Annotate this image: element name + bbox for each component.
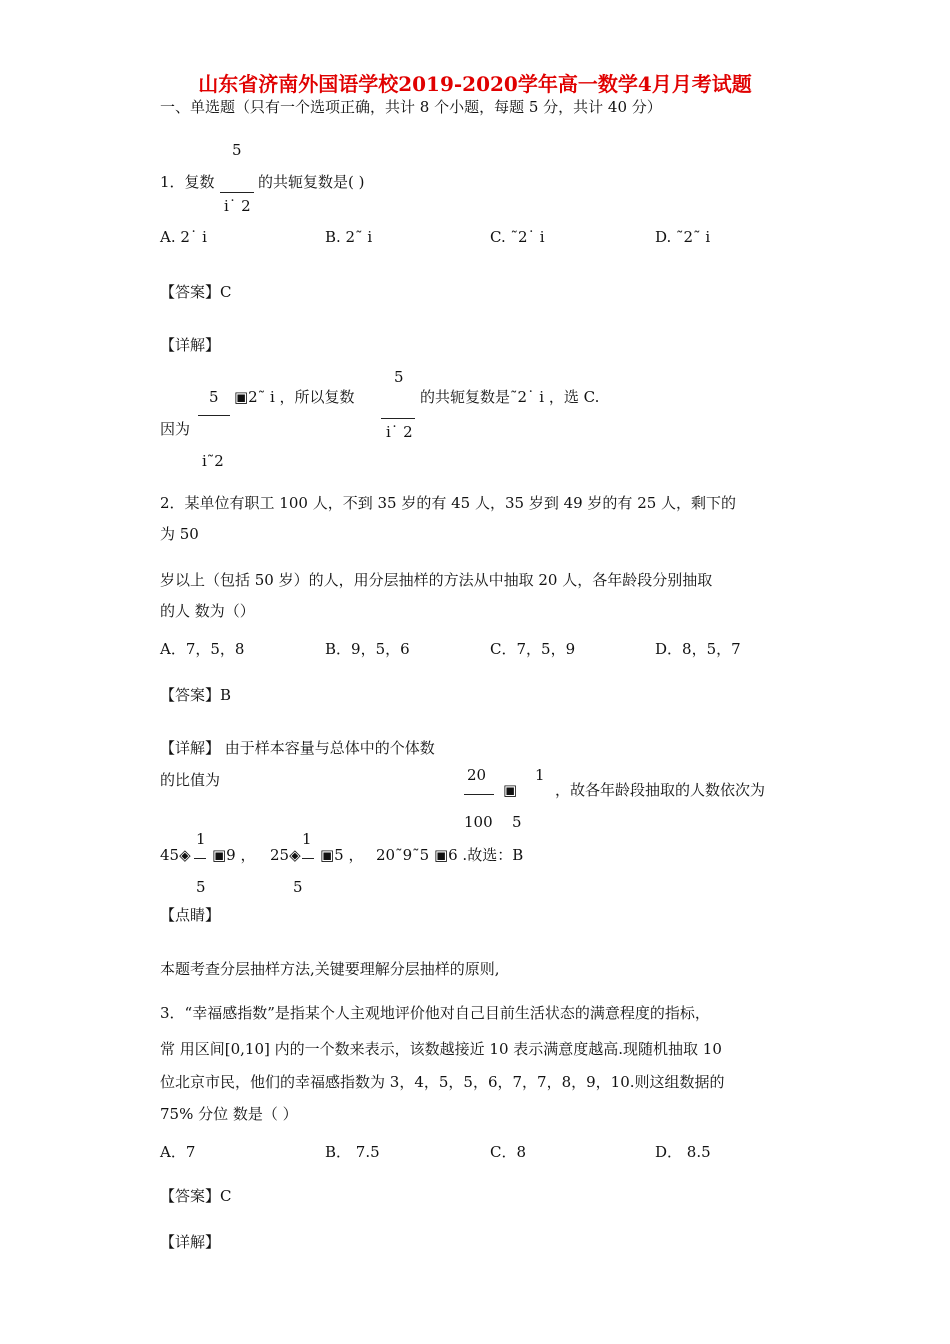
q1-stem-right: 的共轭复数是( ) — [258, 173, 365, 191]
q2-detail: 【详解】 由于样本容量与总体中的个体数 — [160, 739, 435, 757]
q1-exp-denominator-2: i˙ 2 — [386, 423, 413, 441]
q2-calc2-one: 1 — [302, 830, 312, 848]
q2-option-b: B．9，5，6 — [325, 640, 410, 658]
q2-ratio-label: 的比值为 — [160, 771, 221, 789]
q2-answer: 【答案】B — [160, 686, 232, 704]
q2-option-c: C．7，5，9 — [490, 640, 576, 658]
q2-line-3: 岁以上（包括 50 岁）的人，用分层抽样的方法从中抽取 20 人，各年龄段分别抽取 — [160, 571, 713, 589]
q3-option-c: C．8 — [490, 1143, 527, 1161]
q2-line-2: 为 50 — [160, 525, 199, 543]
q1-exp-bar-1 — [198, 415, 230, 416]
q3-line-4: 75% 分位 数是（ ） — [160, 1105, 298, 1123]
q1-option-b: B. 2˜ i — [325, 228, 373, 246]
q1-exp-denominator-1: i˜2 — [202, 452, 224, 470]
q2-calc1-right: ▣9 ， — [212, 846, 256, 864]
q2-calc2-denominator: 5 — [293, 878, 303, 896]
q3-answer: 【答案】C — [160, 1187, 232, 1205]
q2-ratio-denominator-2: 5 — [512, 813, 522, 831]
q3-option-d: D． 8.5 — [655, 1143, 711, 1161]
q2-calc2-left: 25◈ — [270, 846, 301, 864]
q1-fraction-numerator: 5 — [232, 141, 242, 159]
q3-option-b: B． 7.5 — [325, 1143, 380, 1161]
q3-line-1: 3．“幸福感指数”是指某个人主观地评价他对自己目前生活状态的满意程度的指标， — [160, 1004, 710, 1022]
q1-option-a: A. 2˙ i — [160, 228, 207, 246]
q2-ratio-numerator: 20 — [467, 766, 487, 784]
q1-option-d: D. ˜2˜ i — [655, 228, 711, 246]
q3-option-a: A．7 — [160, 1143, 196, 1161]
q2-calc1-bar — [194, 858, 206, 859]
document-title: 山东省济南外国语学校2019-2020学年高一数学4月月考试题 — [198, 72, 752, 96]
q1-exp-bar-2 — [381, 418, 415, 419]
q1-stem-left: 1．复数 — [160, 173, 215, 191]
q2-line-4: 的人 数为（） — [160, 602, 255, 620]
q1-exp-numerator-1: 5 — [209, 388, 219, 406]
q1-exp-middle: ▣2˜ i ，所以复数 — [234, 388, 355, 406]
q2-calc2-bar — [302, 858, 314, 859]
q1-option-c: C. ˜2˙ i — [490, 228, 545, 246]
q2-dianjing-heading: 【点睛】 — [160, 906, 221, 924]
q1-exp-numerator-2: 5 — [394, 368, 404, 386]
q2-ratio-one: 1 — [535, 766, 545, 784]
q2-option-d: D．8，5，7 — [655, 640, 741, 658]
section-heading: 一、单选题（只有一个选项正确，共计 8 个小题，每题 5 分，共计 40 分） — [160, 98, 662, 116]
q1-fraction-denominator: i˙ 2 — [224, 197, 251, 215]
q2-ratio-tail: ，故各年龄段抽取的人数依次为 — [555, 781, 766, 799]
q2-ratio-bar — [464, 794, 494, 795]
q3-line-3: 位北京市民，他们的幸福感指数为 3，4，5，5，6，7，7，8，9，10.则这组数据的 — [160, 1073, 725, 1091]
q3-detail-heading: 【详解】 — [160, 1233, 221, 1251]
q3-line-2: 常 用区间[0,10] 内的一个数来表示，该数越接近 10 表示满意度越高.现随机抽取 10 — [160, 1040, 722, 1058]
q1-because: 因为 — [160, 420, 191, 438]
q2-calc2-right: ▣5 ， — [320, 846, 364, 864]
q2-calc1-left: 45◈ — [160, 846, 191, 864]
q1-answer: 【答案】C — [160, 283, 232, 301]
q1-detail-heading: 【详解】 — [160, 336, 221, 354]
q2-calc1-one: 1 — [196, 830, 206, 848]
q2-line-1: 2．某单位有职工 100 人，不到 35 岁的有 45 人，35 岁到 49 岁的有 25 人，剩下的 — [160, 494, 737, 512]
q2-calc3: 20˜9˜5 ▣6 .故选：B — [376, 846, 524, 864]
q2-ratio-denominator-1: 100 — [464, 813, 493, 831]
q1-exp-right: 的共轭复数是˜2˙ i ，选 C. — [420, 388, 600, 406]
q2-calc1-denominator: 5 — [196, 878, 206, 896]
q2-ratio-box: ▣ — [503, 781, 518, 799]
q2-summary: 本题考查分层抽样方法,关键要理解分层抽样的原则, — [160, 960, 500, 978]
q1-fraction-bar — [220, 192, 254, 193]
q2-option-a: A．7，5，8 — [160, 640, 245, 658]
